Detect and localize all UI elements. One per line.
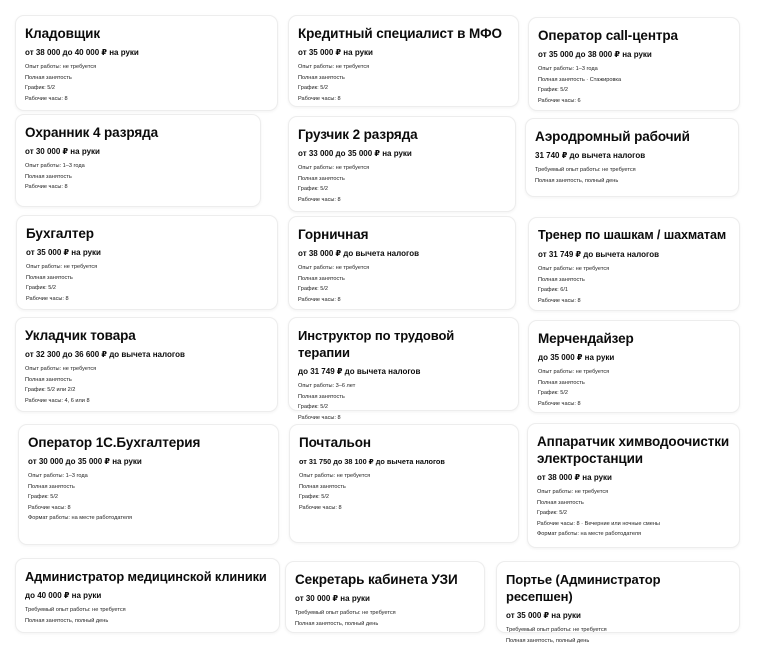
- job-experience: Опыт работы: 1–3 года: [25, 163, 85, 169]
- job-employment: Полная занятость: [28, 483, 75, 490]
- job-salary: от 38 000 ₽ на руки: [537, 473, 612, 482]
- job-salary: от 30 000 до 35 000 ₽ на руки: [28, 457, 142, 466]
- job-employment: Полная занятость: [25, 376, 72, 383]
- job-employment: Полная занятость: [298, 175, 345, 182]
- job-employment: Полная занятость, полный день: [295, 620, 379, 627]
- job-schedule: График: 5/2: [298, 404, 328, 411]
- job-hours: Рабочие часы: 8: [298, 95, 341, 102]
- job-title[interactable]: Оператор call-центра: [538, 28, 678, 43]
- job-title[interactable]: Инструктор по трудовой терапии: [298, 328, 455, 360]
- job-employment: Полная занятость: [298, 275, 345, 282]
- job-employment: Полная занятость · Стажировка: [538, 76, 622, 83]
- job-card[interactable]: [496, 561, 740, 644]
- job-card[interactable]: [288, 317, 519, 421]
- job-schedule: График: 5/2: [298, 85, 328, 92]
- job-employment: Полная занятость: [537, 499, 584, 506]
- job-title[interactable]: Кредитный специалист в МФО: [298, 26, 502, 41]
- job-experience: Требуемый опыт работы: не требуется: [535, 167, 636, 173]
- job-hours: Рабочие часы: 8: [298, 296, 341, 303]
- job-experience: Требуемый опыт работы: не требуется: [25, 607, 126, 613]
- job-title[interactable]: Аппаратчик химводоочистки электростанции: [537, 434, 730, 466]
- job-salary: от 35 000 ₽ на руки: [26, 248, 101, 257]
- job-salary: от 33 000 до 35 000 ₽ на руки: [298, 149, 412, 158]
- job-salary: до 40 000 ₽ на руки: [25, 591, 102, 600]
- job-experience: Опыт работы: 3–6 лет: [298, 383, 356, 389]
- job-experience: Опыт работы: не требуется: [25, 366, 97, 372]
- job-employment: Полная занятость: [26, 274, 73, 281]
- job-hours: Рабочие часы: 8: [299, 504, 342, 511]
- job-title[interactable]: Бухгалтер: [26, 226, 94, 241]
- job-experience: Опыт работы: не требуется: [299, 473, 371, 479]
- job-employment: Полная занятость: [298, 393, 345, 400]
- job-employment: Полная занятость, полный день: [535, 177, 619, 184]
- job-title[interactable]: Горничная: [298, 227, 369, 242]
- job-salary: 31 740 ₽ до вычета налогов: [535, 151, 646, 160]
- job-employment: Полная занятость: [538, 379, 585, 386]
- job-hours: Рабочие часы: 4, 6 или 8: [25, 397, 90, 404]
- job-experience: Опыт работы: 1–3 года: [538, 66, 598, 72]
- job-employment: Полная занятость, полный день: [506, 637, 590, 644]
- job-card[interactable]: [528, 217, 740, 311]
- job-employment: Полная занятость: [25, 74, 72, 81]
- job-experience: Опыт работы: не требуется: [298, 165, 370, 171]
- job-card[interactable]: [289, 424, 519, 543]
- job-card[interactable]: [15, 558, 280, 633]
- job-title[interactable]: Грузчик 2 разряда: [298, 127, 418, 142]
- job-employment: Полная занятость: [25, 173, 72, 180]
- job-title[interactable]: Тренер по шашкам / шахматам: [538, 228, 727, 242]
- job-hours: Рабочие часы: 6: [538, 97, 581, 104]
- job-hours: Рабочие часы: 8 · Вечерние или ночные смены: [537, 520, 660, 527]
- job-experience: Опыт работы: не требуется: [25, 64, 97, 70]
- job-schedule: График: 5/2: [298, 286, 328, 293]
- job-title[interactable]: Кладовщик: [25, 26, 100, 41]
- job-hours: Рабочие часы: 8: [298, 196, 341, 203]
- job-title[interactable]: Мерчендайзер: [538, 331, 634, 346]
- job-experience: Требуемый опыт работы: не требуется: [506, 627, 607, 633]
- job-card[interactable]: [285, 561, 485, 633]
- job-title[interactable]: Администратор медицинской клиники: [25, 569, 267, 584]
- job-salary: от 35 000 ₽ на руки: [506, 611, 581, 620]
- job-salary: до 31 749 ₽ до вычета налогов: [298, 367, 421, 376]
- job-hours: Рабочие часы: 8: [28, 504, 71, 511]
- job-salary: до 35 000 ₽ на руки: [538, 353, 615, 362]
- job-card[interactable]: [288, 15, 519, 107]
- job-schedule: График: 5/2 или 2/2: [25, 387, 76, 394]
- job-card[interactable]: [15, 114, 261, 207]
- job-card[interactable]: [18, 424, 279, 545]
- job-salary: от 35 000 ₽ на руки: [298, 48, 373, 57]
- job-title[interactable]: Укладчик товара: [25, 328, 136, 343]
- job-salary: от 31 750 до 38 100 ₽ до вычета налогов: [299, 457, 445, 466]
- job-schedule: График: 5/2: [538, 87, 568, 94]
- job-schedule: График: 5/2: [537, 510, 567, 517]
- job-title[interactable]: Оператор 1С.Бухгалтерия: [28, 435, 201, 450]
- job-work-format: Формат работы: на месте работодателя: [28, 515, 133, 522]
- job-salary: от 32 300 до 36 600 ₽ до вычета налогов: [25, 350, 185, 359]
- job-employment: Полная занятость: [538, 276, 585, 283]
- job-experience: Опыт работы: не требуется: [26, 264, 98, 270]
- job-card[interactable]: [288, 216, 516, 310]
- job-hours: Рабочие часы: 8: [538, 297, 581, 304]
- job-experience: Опыт работы: 1–3 года: [28, 473, 88, 479]
- job-schedule: График: 5/2: [299, 494, 329, 501]
- job-employment: Полная занятость: [299, 483, 346, 490]
- job-card[interactable]: [527, 423, 740, 548]
- job-employment: Полная занятость: [298, 74, 345, 81]
- job-hours: Рабочие часы: 8: [25, 95, 68, 102]
- job-title[interactable]: Почтальон: [299, 435, 371, 450]
- job-experience: Опыт работы: не требуется: [537, 489, 609, 495]
- job-experience: Опыт работы: не требуется: [538, 369, 610, 375]
- job-salary: от 30 000 ₽ на руки: [25, 147, 100, 156]
- job-salary: от 38 000 ₽ до вычета налогов: [298, 249, 419, 258]
- job-salary: от 35 000 до 38 000 ₽ на руки: [538, 50, 652, 59]
- job-hours: Рабочие часы: 8: [25, 184, 68, 191]
- job-schedule: График: 5/2: [298, 186, 328, 193]
- job-card[interactable]: [288, 116, 516, 212]
- job-experience: Опыт работы: не требуется: [538, 266, 610, 272]
- job-schedule: График: 5/2: [538, 390, 568, 397]
- job-title[interactable]: Портье (Администратор ресепшен): [506, 572, 661, 604]
- job-card[interactable]: [16, 215, 278, 310]
- job-card[interactable]: [528, 320, 740, 413]
- job-work-format: Формат работы: на месте работодателя: [537, 531, 642, 538]
- job-title[interactable]: Секретарь кабинета УЗИ: [295, 572, 458, 587]
- job-card[interactable]: [15, 15, 278, 111]
- job-experience: Опыт работы: не требуется: [298, 64, 370, 70]
- job-hours: Рабочие часы: 8: [298, 414, 341, 421]
- job-card[interactable]: [15, 317, 278, 412]
- job-salary: от 31 749 ₽ до вычета налогов: [538, 250, 659, 259]
- job-schedule: График: 5/2: [25, 85, 55, 92]
- job-hours: Рабочие часы: 8: [538, 400, 581, 407]
- job-schedule: График: 5/2: [28, 494, 58, 501]
- job-title[interactable]: Охранник 4 разряда: [25, 125, 158, 140]
- job-card[interactable]: [528, 17, 740, 111]
- job-card[interactable]: [525, 118, 739, 197]
- job-hours: Рабочие часы: 8: [26, 295, 69, 302]
- job-experience: Требуемый опыт работы: не требуется: [295, 610, 396, 616]
- job-salary: от 38 000 до 40 000 ₽ на руки: [25, 48, 139, 57]
- job-schedule: График: 5/2: [26, 285, 56, 292]
- job-employment: Полная занятость, полный день: [25, 617, 109, 624]
- job-experience: Опыт работы: не требуется: [298, 265, 370, 271]
- job-salary: от 30 000 ₽ на руки: [295, 594, 370, 603]
- job-title[interactable]: Аэродромный рабочий: [535, 129, 690, 144]
- job-schedule: График: 6/1: [538, 287, 568, 294]
